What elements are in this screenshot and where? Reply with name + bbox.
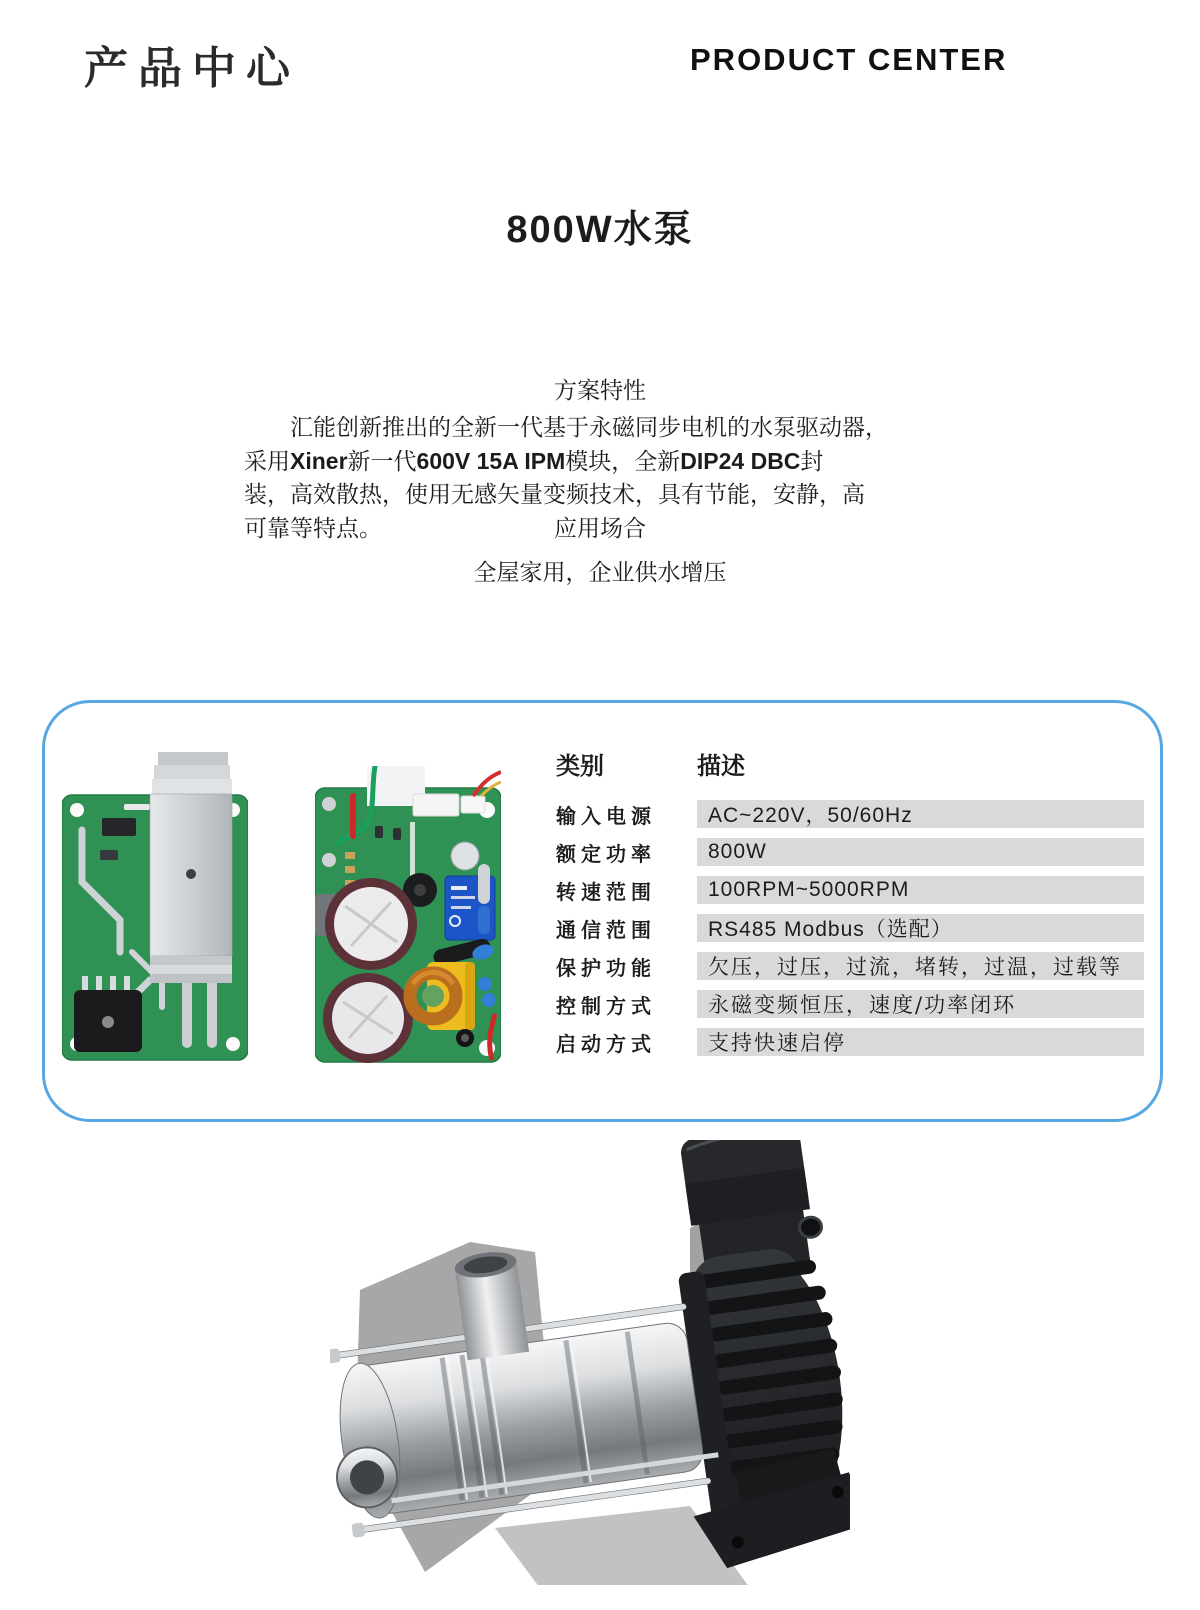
table-row <box>556 800 1144 828</box>
text-segment-bold: Xiner <box>290 447 348 474</box>
heatsink <box>150 752 232 983</box>
text-segment: 可靠等特点。 <box>244 514 382 541</box>
pcb-heatsink-image <box>62 752 248 1062</box>
row-value: 支持快速启停 <box>697 1028 1144 1056</box>
product-title: 800W水泵 <box>506 209 694 251</box>
column-header-description: 描述 <box>697 753 745 780</box>
row-label: 通信范围 <box>556 917 656 942</box>
spec-table <box>556 746 1144 1066</box>
features-heading: 方案特性 <box>554 377 646 403</box>
table-row <box>556 838 1144 866</box>
page-title-en: PRODUCT CENTER <box>690 42 1008 77</box>
row-value: 800W <box>697 838 1144 866</box>
table-row <box>556 952 1144 980</box>
paragraph-line <box>244 445 916 479</box>
paragraph-line <box>244 478 916 512</box>
text-segment: 汇能创新推出的全新一代基于永磁同步电机的水泵驱动器， <box>290 414 888 440</box>
row-label: 额定功率 <box>556 841 656 866</box>
row-value: 永磁变频恒压，速度/功率闭环 <box>697 990 1144 1018</box>
water-pump-image <box>330 1140 850 1585</box>
row-value: AC~220V，50/60Hz <box>697 800 1144 828</box>
table-row <box>556 914 1144 942</box>
row-label: 启动方式 <box>556 1031 656 1056</box>
text-segment-bold: 600V 15A IPM <box>416 447 566 474</box>
text-segment-bold: DIP24 DBC <box>680 447 801 474</box>
text-segment: 封 <box>800 447 824 474</box>
page-title-zh: 产品中心 <box>84 43 300 94</box>
row-label: 转速范围 <box>556 879 656 904</box>
text-segment: 采用 <box>244 447 290 474</box>
text-segment: 装，高效散热，使用无感矢量变频技术，具有节能，安静，高 <box>244 481 865 507</box>
table-row <box>556 1028 1144 1056</box>
paragraph-line <box>244 411 916 445</box>
row-label: 控制方式 <box>556 993 656 1018</box>
pcb-components-image <box>315 766 501 1064</box>
text-segment: 新一代 <box>347 447 417 474</box>
application-heading: 应用场合 <box>554 515 646 541</box>
row-label: 输入电源 <box>556 803 656 828</box>
text-segment: 模块，全新 <box>565 447 681 474</box>
table-row <box>556 876 1144 904</box>
application-text: 全屋家用，企业供水增压 <box>473 559 727 585</box>
row-value: 欠压，过压，过流，堵转，过温，过载等 <box>697 952 1144 980</box>
row-value: 100RPM~5000RPM <box>697 876 1144 904</box>
spec-table-header <box>556 746 1144 780</box>
column-header-category: 类别 <box>556 753 604 780</box>
row-value: RS485 Modbus（选配） <box>697 914 1144 942</box>
table-row <box>556 990 1144 1018</box>
row-label: 保护功能 <box>556 955 656 980</box>
